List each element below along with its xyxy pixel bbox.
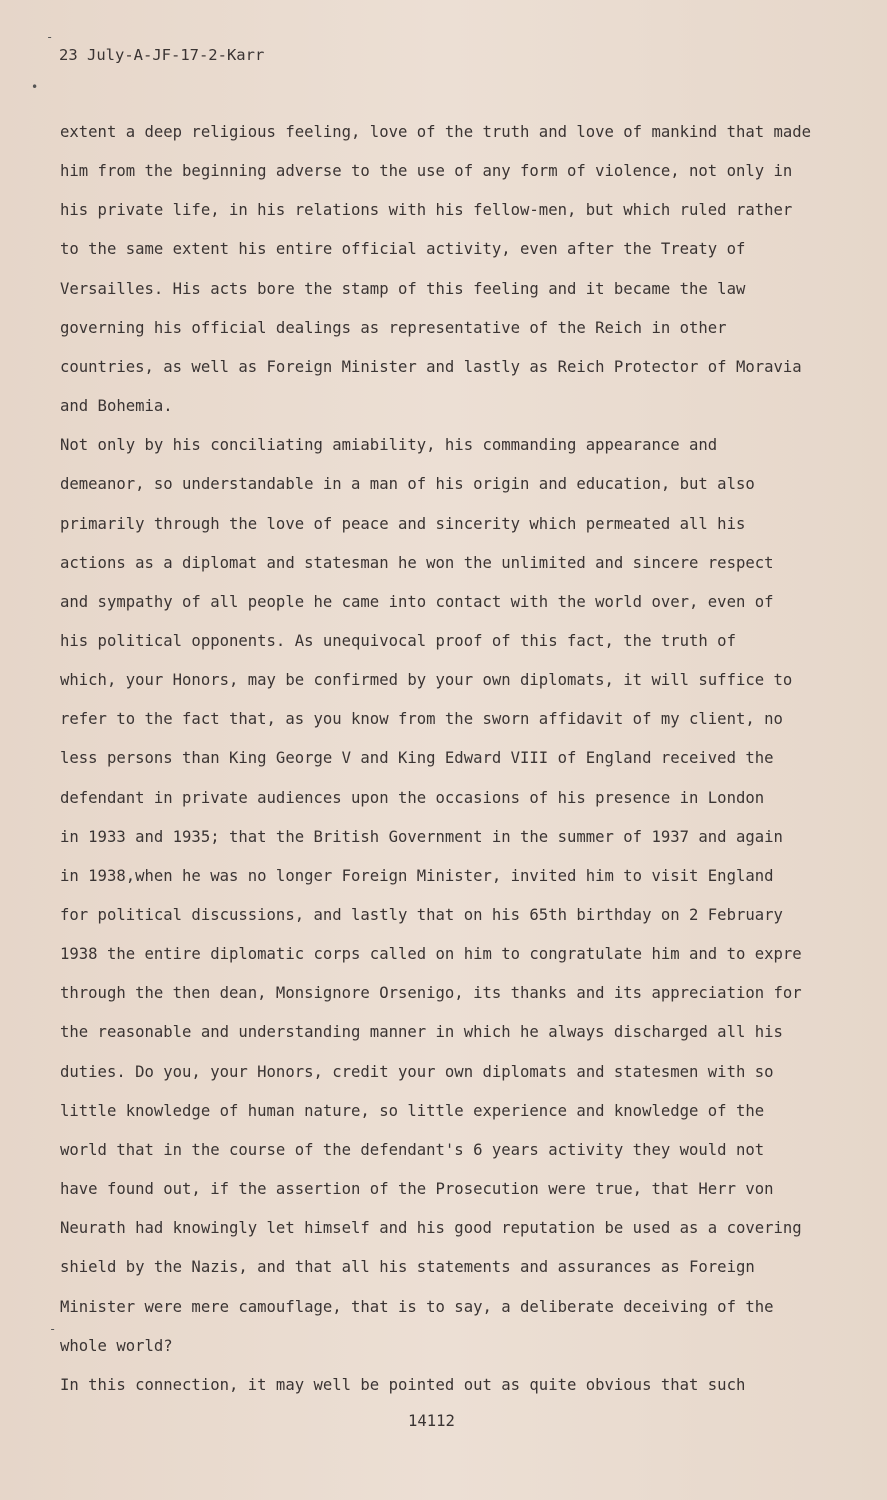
text-line: through the then dean, Monsignore Orsenigo, its thanks and its appreciation for: [60, 984, 802, 1003]
text-line: governing his official dealings as representative of the Reich in other: [60, 318, 727, 337]
text-line: little knowledge of human nature, so little experience and knowledge of the: [60, 1101, 765, 1120]
text-line: and Bohemia.: [60, 397, 173, 416]
text-line: demeanor, so understandable in a man of his origin and education, but also: [60, 475, 755, 494]
text-line: in 1933 and 1935; that the British Government in the summer of 1937 and again: [60, 827, 783, 846]
text-line: the reasonable and understanding manner in which he always discharged all his: [60, 1023, 783, 1042]
margin-mark-icon: -: [49, 1322, 57, 1336]
text-line: defendant in private audiences upon the occasions of his presence in London: [60, 788, 765, 807]
text-line: world that in the course of the defendant's 6 years activity they would not: [60, 1140, 765, 1159]
text-line: whole world?: [60, 1336, 173, 1355]
text-line: have found out, if the assertion of the Prosecution were true, that Herr von: [60, 1180, 774, 1199]
text-line: which, your Honors, may be confirmed by your own diplomats, it will suffice to: [60, 671, 793, 690]
text-line: duties. Do you, your Honors, credit your own diplomats and statesmen with so: [60, 1062, 774, 1081]
text-line: refer to the fact that, as you know from the sworn affidavit of my client, no: [60, 710, 783, 729]
text-line: Minister were mere camouflage, that is to say, a deliberate deceiving of the: [60, 1297, 774, 1316]
text-line: extent a deep religious feeling, love of the truth and love of mankind that made: [60, 123, 812, 141]
text-line: primarily through the love of peace and sincerity which permeated all his: [60, 514, 746, 533]
margin-mark-icon: -: [46, 30, 54, 44]
text-line: in 1938,when he was no longer Foreign Minister, invited him to visit England: [60, 866, 774, 885]
document-reference: 23 July-A-JF-17-2-Karr: [59, 46, 265, 64]
text-line: Neurath had knowingly let himself and his good reputation be used as a covering: [60, 1219, 802, 1238]
page-number: 14112: [408, 1412, 455, 1430]
margin-dot-icon: •: [31, 80, 39, 94]
text-line: his private life, in his relations with his fellow-men, but which ruled rather: [60, 201, 793, 220]
text-line: shield by the Nazis, and that all his statements and assurances as Foreign: [60, 1258, 755, 1277]
text-line: actions as a diplomat and statesman he won the unlimited and sincere respect: [60, 553, 774, 572]
text-line: 1938 the entire diplomatic corps called on him to congratulate him and to expre: [60, 945, 802, 964]
text-line: to the same extent his entire official activity, even after the Treaty of: [60, 240, 746, 259]
text-line: for political discussions, and lastly that on his 65th birthday on 2 February: [60, 906, 783, 924]
text-line: him from the beginning adverse to the use of any form of violence, not only in: [60, 162, 793, 181]
text-line: countries, as well as Foreign Minister and lastly as Reich Protector of Moravia: [60, 357, 802, 376]
text-line: his political opponents. As unequivocal proof of this fact, the truth of: [60, 631, 736, 650]
text-line: less persons than King George V and King Edward VIII of England received the: [60, 749, 774, 768]
text-line: and sympathy of all people he came into contact with the world over, even of: [60, 592, 774, 611]
text-line: In this connection, it may well be pointed out as quite obvious that such: [60, 1375, 746, 1394]
text-line: Not only by his conciliating amiability, his commanding appearance and: [60, 436, 718, 455]
text-line: Versailles. His acts bore the stamp of this feeling and it became the law: [60, 279, 746, 298]
